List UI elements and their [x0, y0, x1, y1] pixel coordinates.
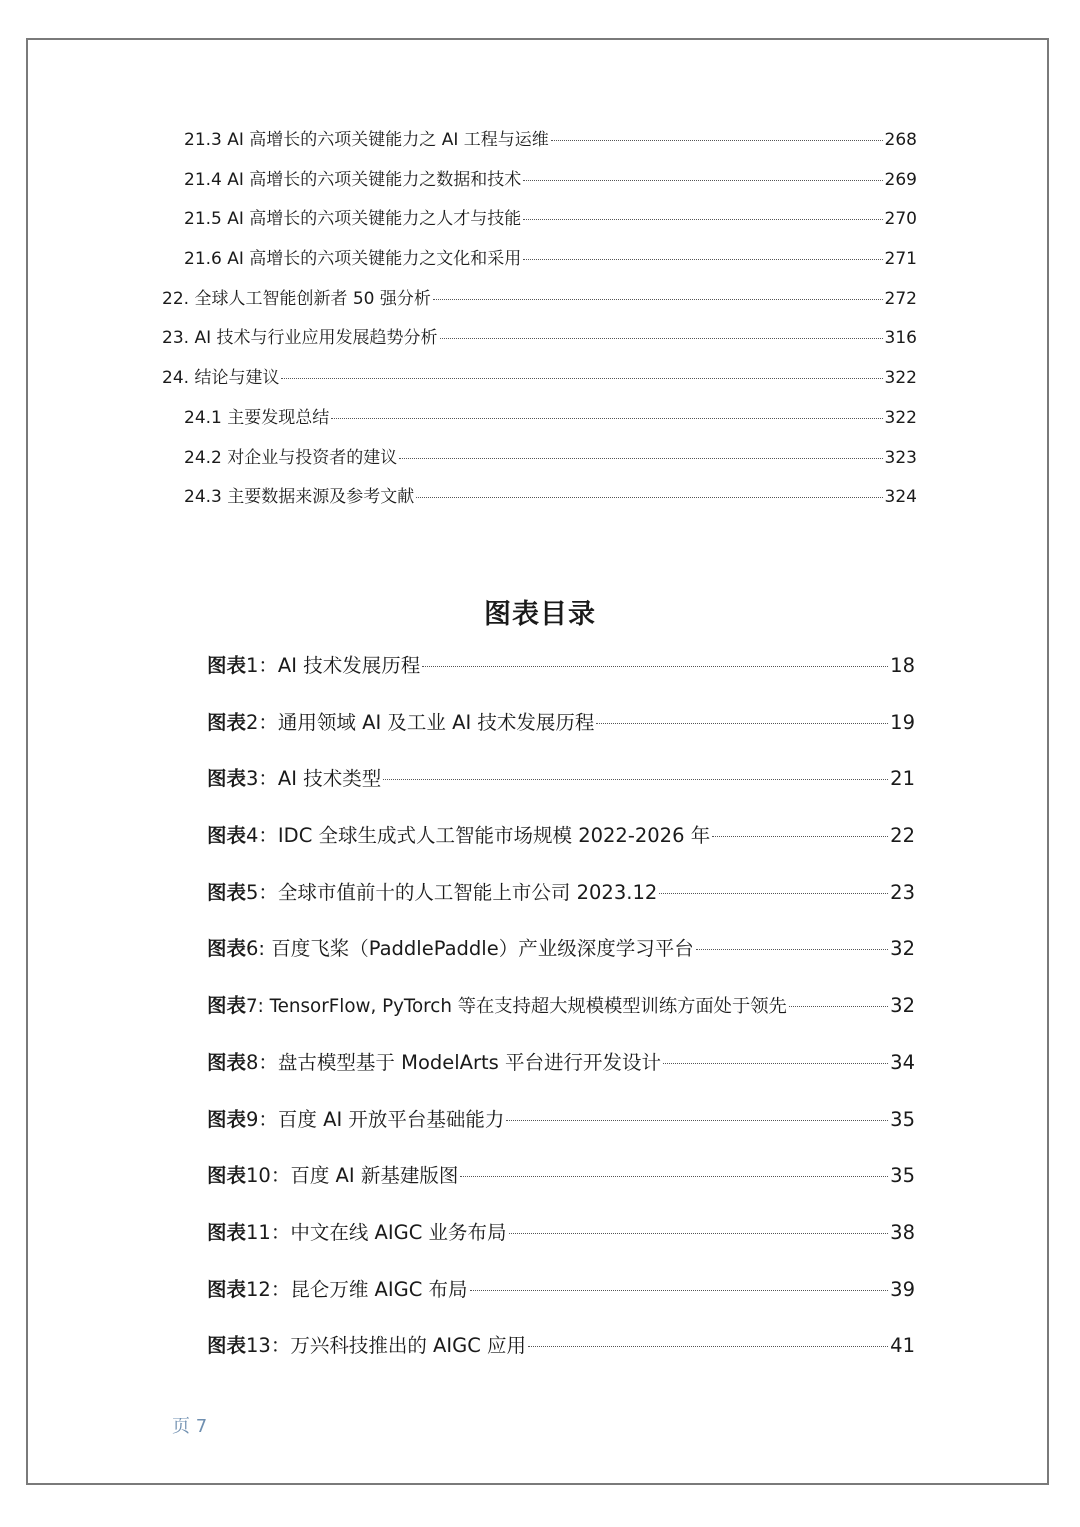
figure-leader-dots	[506, 1120, 888, 1121]
figure-entry[interactable]	[207, 933, 915, 990]
toc-entry[interactable]	[162, 363, 917, 403]
figure-leader-dots	[659, 893, 888, 894]
figure-entry-label: 6: 百度飞桨（PaddlePaddle）产业级深度学习平台	[246, 937, 694, 961]
figure-leader-dots	[696, 949, 888, 950]
figure-entry-label: 13：万兴科技推出的 AIGC 应用	[246, 1334, 527, 1358]
toc-entry[interactable]	[162, 323, 917, 363]
toc-entry-label: 24.3 主要数据来源及参考文献	[184, 487, 415, 508]
toc-entry[interactable]	[162, 284, 917, 324]
figure-entry-label: 11：中文在线 AIGC 业务布局	[246, 1220, 507, 1244]
figure-entry[interactable]	[207, 1274, 915, 1331]
figure-entry-page: 41	[890, 1334, 915, 1358]
toc-leader-dots	[331, 418, 882, 419]
figure-entry-page: 22	[890, 824, 915, 848]
table-of-contents	[162, 125, 917, 522]
figure-entry[interactable]	[207, 1160, 915, 1217]
figure-entry-page: 38	[890, 1220, 915, 1244]
toc-entry[interactable]	[162, 204, 917, 244]
list-of-figures-title: 图表目录	[484, 599, 596, 630]
figure-entry-prefix: 图表	[207, 654, 247, 677]
figure-entry-label: 8：盘古模型基于 ModelArts 平台进行开发设计	[246, 1050, 662, 1074]
figure-entry-label: 5：全球市值前十的人工智能上市公司 2023.12	[246, 880, 658, 904]
figure-entry[interactable]	[207, 763, 915, 820]
figure-entry-prefix: 图表	[207, 1334, 247, 1358]
figure-entry-prefix: 图表	[207, 994, 247, 1018]
toc-entry[interactable]	[162, 244, 917, 284]
figure-entry-page: 32	[890, 937, 915, 961]
figure-entry-label: 2：通用领域 AI 及工业 AI 技术发展历程	[246, 710, 595, 734]
toc-leader-dots	[440, 338, 883, 339]
figure-entry-prefix: 图表	[207, 1277, 247, 1301]
figure-entry[interactable]	[207, 1047, 915, 1104]
figure-entry-page: 18	[890, 654, 915, 677]
toc-leader-dots	[523, 180, 882, 181]
figure-entry[interactable]	[207, 820, 915, 877]
figure-entry[interactable]	[207, 1104, 915, 1161]
figure-entry-prefix: 图表	[207, 1107, 247, 1131]
figure-entry-prefix: 图表	[207, 824, 247, 848]
figure-leader-dots	[509, 1233, 889, 1234]
toc-entry[interactable]	[162, 125, 917, 165]
figure-entry-page: 19	[890, 710, 915, 734]
figure-entry[interactable]	[207, 650, 915, 707]
toc-entry[interactable]	[162, 403, 917, 443]
figure-entry-page: 39	[890, 1277, 915, 1301]
figure-entry-label: 4：IDC 全球生成式人工智能市场规模 2022-2026 年	[246, 824, 711, 848]
toc-entry-label: 23. AI 技术与行业应用发展趋势分析	[162, 328, 438, 349]
figure-leader-dots	[712, 836, 888, 837]
toc-leader-dots	[433, 299, 883, 300]
toc-leader-dots	[523, 259, 882, 260]
toc-entry-label: 24.2 对企业与投资者的建议	[184, 447, 398, 468]
figure-entry-prefix: 图表	[207, 880, 247, 904]
toc-entry-page: 322	[884, 407, 917, 428]
figure-leader-dots	[422, 666, 888, 667]
toc-entry[interactable]	[162, 443, 917, 483]
toc-entry-label: 21.6 AI 高增长的六项关键能力之文化和采用	[184, 249, 522, 270]
toc-entry-page: 272	[884, 288, 917, 309]
figure-entry-page: 32	[890, 994, 915, 1018]
figure-entry-prefix: 图表	[207, 937, 247, 961]
figure-entry-prefix: 图表	[207, 767, 247, 791]
figure-entry[interactable]	[207, 1330, 915, 1387]
toc-entry-page: 271	[884, 249, 917, 270]
figure-leader-dots	[460, 1176, 888, 1177]
figure-entry[interactable]	[207, 707, 915, 764]
figure-entry-prefix: 图表	[207, 1220, 247, 1244]
toc-entry-label: 24.1 主要发现总结	[184, 407, 330, 428]
figure-entry-page: 35	[890, 1164, 915, 1188]
toc-entry-page: 323	[884, 447, 917, 468]
figure-entry[interactable]	[207, 990, 915, 1047]
toc-entry-label: 21.4 AI 高增长的六项关键能力之数据和技术	[184, 169, 522, 190]
toc-leader-dots	[281, 378, 882, 379]
toc-entry-label: 22. 全球人工智能创新者 50 强分析	[162, 288, 431, 309]
figure-entry-label: 12：昆仑万维 AIGC 布局	[246, 1277, 468, 1301]
figure-leader-dots	[789, 1006, 888, 1007]
figure-entry-label: 7: TensorFlow, PyTorch 等在支持超大规模模型训练方面处于领先	[246, 996, 787, 1018]
toc-entry[interactable]	[162, 482, 917, 522]
figure-entry-page: 34	[890, 1050, 915, 1074]
figure-leader-dots	[596, 723, 888, 724]
toc-entry-page: 269	[884, 169, 917, 190]
figure-entry-label: 3：AI 技术类型	[246, 767, 382, 791]
figure-leader-dots	[470, 1290, 889, 1291]
list-of-figures	[207, 650, 915, 1387]
figure-entry-prefix: 图表	[207, 1164, 247, 1188]
toc-entry-page: 322	[884, 368, 917, 389]
toc-entry-label: 24. 结论与建议	[162, 368, 280, 389]
toc-leader-dots	[399, 458, 882, 459]
figure-leader-dots	[528, 1346, 888, 1347]
figure-entry-page: 23	[890, 880, 915, 904]
toc-entry-page: 316	[884, 328, 917, 349]
page-number: 页 7	[172, 1416, 208, 1437]
figure-entry-label: 9：百度 AI 开放平台基础能力	[246, 1107, 505, 1131]
figure-entry-page: 35	[890, 1107, 915, 1131]
figure-entry-page: 21	[890, 767, 915, 791]
toc-entry-page: 270	[884, 209, 917, 230]
toc-leader-dots	[523, 219, 882, 220]
figure-entry-prefix: 图表	[207, 710, 247, 734]
toc-leader-dots	[551, 140, 883, 141]
toc-entry-page: 324	[884, 487, 917, 508]
figure-leader-dots	[383, 779, 888, 780]
figure-entry-label: 10：百度 AI 新基建版图	[246, 1164, 459, 1188]
toc-entry-label: 21.5 AI 高增长的六项关键能力之人才与技能	[184, 209, 522, 230]
figure-entry[interactable]	[207, 1217, 915, 1274]
figure-entry-prefix: 图表	[207, 1050, 247, 1074]
toc-entry-label: 21.3 AI 高增长的六项关键能力之 AI 工程与运维	[184, 130, 549, 150]
figure-entry[interactable]	[207, 877, 915, 934]
toc-entry-page: 268	[884, 130, 917, 150]
figure-entry-label: 1：AI 技术发展历程	[246, 654, 421, 677]
toc-leader-dots	[416, 497, 882, 498]
figure-leader-dots	[663, 1063, 888, 1064]
toc-entry[interactable]	[162, 165, 917, 205]
